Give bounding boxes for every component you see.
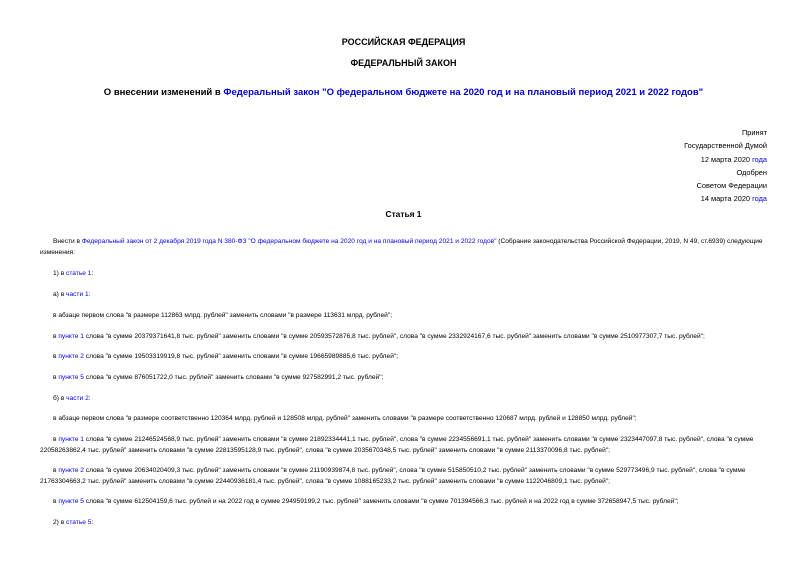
point-2-link[interactable]: пункте 2 <box>58 353 84 360</box>
point-1-link[interactable]: пункте 1 <box>58 333 84 340</box>
subitem-b-paragraph-3 <box>40 466 768 487</box>
item-1-text: 1) в <box>53 270 67 277</box>
point-1-link-b[interactable]: пункте 1 <box>58 436 84 443</box>
document-type-heading: ФЕДЕРАЛЬНЫЙ ЗАКОН <box>350 58 457 68</box>
pa3-text-b: слова "в сумме 19503319919,8 тыс. рублей" заменить словами "в сумме 19665989885,6 тыс. рублей"; <box>83 353 399 360</box>
subitem-b-paragraph-2 <box>40 435 768 456</box>
subitem-b-paragraph-1: в абзаце первом слова "в размере соответственно 120364 млрд. рублей и 128508 млрд. рублей" заменить словами "в размере соответственно 120687 млрд. рублей и 128850 млрд. рублей"; <box>53 415 637 422</box>
pb3-text-b: слова "в сумме 20634020409,3 тыс. рублей" заменить словами "в сумме 21190939874,8 тыс. рублей", слова "в сумме 515850510,2 тыс. рублей" заменить словами "в сумме 529773496,9 тыс. рублей", слова "в сумме 21763304663,2 тыс. рублей" заменить словами "в сумме 22440936181,4 тыс. рублей", слова "в сумме 1088165233,2 тыс. рублей" заменить словами "в сумме 1122046809,1 тыс. рублей"; <box>40 467 746 485</box>
subitem-a-paragraph-3 <box>40 352 768 363</box>
subitem-a-paragraph-4 <box>40 373 768 384</box>
intro-law-link[interactable]: Федеральный закон от 2 декабря 2019 года N 380-ФЗ "О федеральном бюджете на 2020 год и на плановый период 2021 и 2022 годов" <box>81 238 497 245</box>
point-5-link-b[interactable]: пункте 5 <box>58 498 84 505</box>
acceptance-block <box>684 126 767 206</box>
subitem-b-text: б) в <box>53 395 67 402</box>
pb2-text-a: в <box>53 436 59 443</box>
item-2-colon: : <box>91 519 94 526</box>
subitem-a-text: а) в <box>53 291 67 298</box>
item-2 <box>40 518 768 529</box>
country-heading: РОССИЙСКАЯ ФЕДЕРАЦИЯ <box>341 37 466 47</box>
accepted-label: Принят <box>741 128 767 137</box>
pa4-text-b: слова "в сумме 876051722,0 тыс. рублей" заменить словами "в сумме 927582991,2 тыс. рублей"; <box>83 374 384 381</box>
intro-paragraph <box>40 237 768 258</box>
approved-by: Советом Федерации <box>696 181 767 191</box>
pb4-text-a: в <box>53 498 59 505</box>
law-title <box>0 87 807 98</box>
pb3-text-a: в <box>53 467 59 474</box>
pa3-text-a: в <box>53 353 59 360</box>
point-2-link-b[interactable]: пункте 2 <box>58 467 84 474</box>
approved-date <box>684 192 767 205</box>
pa2-text-b: слова "в сумме 20379371641,8 тыс. рублей" заменить словами "в сумме 20593572876,8 тыс. рублей", слова "в сумме 2332924167,6 тыс. рублей" заменить словами "в сумме 2510977307,7 тыс. рублей"; <box>83 333 705 340</box>
subitem-a-paragraph-2 <box>40 332 768 343</box>
intro-text-a: Внести в <box>53 238 82 245</box>
approved-date-text: 14 марта 2020 <box>700 194 753 204</box>
approved-label: Одобрен <box>736 167 767 177</box>
approved-year-link[interactable]: года <box>752 194 767 204</box>
accepted-date <box>684 153 767 166</box>
item-1-colon: : <box>91 270 94 277</box>
article-1-link[interactable]: статье 1 <box>66 270 92 277</box>
subitem-a-colon: : <box>88 291 91 298</box>
pb4-text-b: слова "в сумме 612504159,6 тыс. рублей и на 2022 год в сумме 294959199,2 тыс. рублей" заменить словами "в сумме 701394566,3 тыс. рублей и на 2022 год в сумме 372658947,5 тыс. рублей"; <box>83 498 679 505</box>
law-title-link[interactable]: Федеральный закон "О федеральном бюджете на 2020 год и на плановый период 2021 и 2022 годов" <box>223 87 704 98</box>
item-1 <box>40 269 768 280</box>
pa2-text-a: в <box>53 333 59 340</box>
point-5-link[interactable]: пункте 5 <box>58 374 84 381</box>
subitem-b-colon: : <box>88 395 91 402</box>
article-5-link[interactable]: статье 5 <box>66 519 92 526</box>
subitem-a-paragraph-1: в абзаце первом слова "в размере 112863 млрд. рублей" заменить словами "в размере 113631 млрд. рублей"; <box>53 312 393 319</box>
item-2-text: 2) в <box>53 519 67 526</box>
part-2-link[interactable]: части 2 <box>66 395 89 402</box>
law-title-prefix: О внесении изменений в <box>103 87 224 98</box>
intro-text-b: (Собрание законодательства Российской Федерации, 2019, N 49, ст.6939) следующие изменения: <box>40 238 763 256</box>
part-1-link[interactable]: части 1 <box>66 291 89 298</box>
subitem-b-paragraph-4 <box>40 497 768 508</box>
accepted-date-text: 12 марта 2020 <box>700 154 753 164</box>
accepted-by: Государственной Думой <box>684 141 767 151</box>
subitem-a <box>40 290 768 301</box>
pa4-text-a: в <box>53 374 59 381</box>
subitem-b <box>40 394 768 405</box>
pb2-text-b: слова "в сумме 21246524568,9 тыс. рублей" заменить словами "в сумме 21892334441,1 тыс. рублей", слова "в сумме 2234556691,1 тыс. рублей" заменить словами "в сумме 2323447097,8 тыс. рублей", слова "в сумме 22058263862,4 тыс. рублей" заменить словами "в сумме 22813595128,9 тыс. рублей", слова "в сумме 2035670348,5 тыс. рублей" заменить словами "в сумме 2113370096,8 тыс. рублей"; <box>40 436 754 454</box>
article-heading: Статья 1 <box>385 209 422 219</box>
accepted-year-link[interactable]: года <box>752 154 767 164</box>
